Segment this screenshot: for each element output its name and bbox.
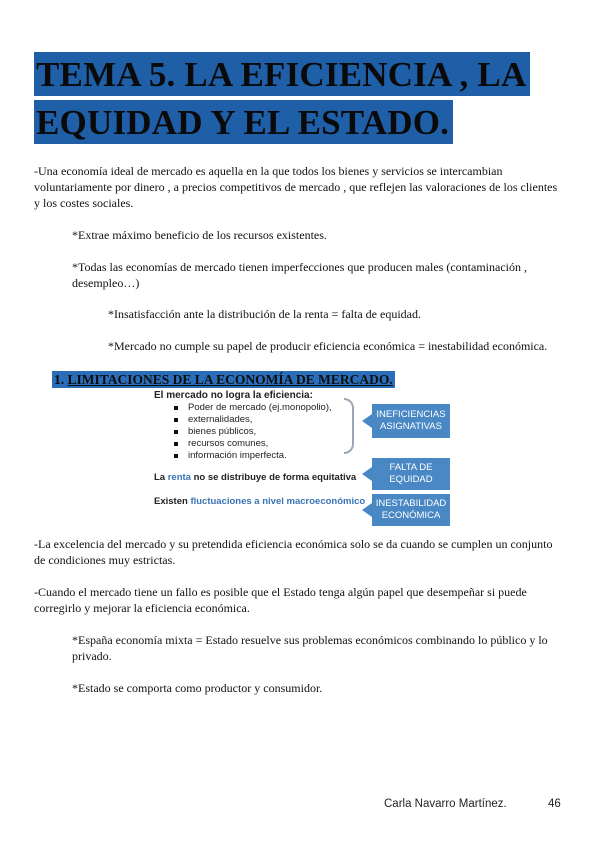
bullet-espana: *España economía mixta = Estado resuelve sus problemas económicos combinando lo público y lo privado. xyxy=(72,633,548,663)
box-line: INESTABILIDAD xyxy=(375,498,447,509)
box-ineficiencias xyxy=(372,404,450,438)
arrow-icon xyxy=(362,414,372,428)
section-title: LIMITACIONES DE LA ECONOMÍA DE MERCADO. xyxy=(67,372,393,387)
box-line: ASIGNATIVAS xyxy=(380,421,442,432)
arrow-icon xyxy=(362,503,372,517)
box-line: ECONÓMICA xyxy=(381,510,441,521)
diagram-list xyxy=(172,402,332,462)
arrow-icon xyxy=(362,467,372,481)
box-line: EQUIDAD xyxy=(389,474,433,485)
diagram-renta-line xyxy=(154,472,356,483)
diagram-item: externalidades, xyxy=(172,414,332,426)
section-heading-1 xyxy=(52,371,395,388)
diagram-fluctuaciones-line xyxy=(154,496,365,507)
page-title xyxy=(34,52,554,148)
bullet-extrae: *Extrae máximo beneficio de los recursos existentes. xyxy=(72,228,327,242)
bullet-imperfecciones: *Todas las economías de mercado tienen imperfecciones que producen males (contaminación , desempleo…) xyxy=(72,260,527,290)
box-falta-equidad xyxy=(372,458,450,490)
section-number: 1. xyxy=(54,372,65,387)
diagram-item: recursos comunes, xyxy=(172,438,332,450)
text-highlight: renta xyxy=(167,472,191,483)
footer-author: Carla Navarro Martínez. xyxy=(384,798,507,810)
text-part: La xyxy=(154,472,168,483)
text-highlight: fluctuaciones a nivel macroeconómico xyxy=(190,496,366,507)
limitations-diagram xyxy=(148,390,456,530)
bullet-insatisfaccion: *Insatisfacción ante la distribución de la renta = falta de equidad. xyxy=(108,307,421,321)
title-line-2: EQUIDAD Y EL ESTADO. xyxy=(34,100,453,144)
text-part: Existen xyxy=(154,496,191,507)
bullet-estado: *Estado se comporta como productor y consumidor. xyxy=(72,681,323,695)
diagram-item: información imperfecta. xyxy=(172,450,332,462)
text-part: no se distribuye de forma equitativa xyxy=(190,472,357,483)
box-inestabilidad xyxy=(372,494,450,526)
diagram-heading: El mercado no logra la eficiencia: xyxy=(154,390,313,401)
intro-paragraph: -Una economía ideal de mercado es aquella en la que todos los bienes y servicios se intercambian voluntariamente por dinero , a precios competitivos de mercado , que reflejen las valoraciones de los clientes y los costes sociales. xyxy=(34,164,558,210)
diagram-item: bienes públicos, xyxy=(172,426,332,438)
brace-connector xyxy=(344,398,354,454)
paragraph-fallo: -Cuando el mercado tiene un fallo es posible que el Estado tenga algún papel que desempeñar si puede corregirlo y mejorar la eficiencia económica. xyxy=(34,585,527,615)
paragraph-excelencia: -La excelencia del mercado y su pretendida eficiencia económica solo se da cuando se cumplen un conjunto de condiciones muy estrictas. xyxy=(34,537,553,567)
box-line: INEFICIENCIAS xyxy=(376,409,446,420)
diagram-item: Poder de mercado (ej.monopolio), xyxy=(172,402,332,414)
box-line: FALTA DE xyxy=(389,462,433,473)
title-line-1: TEMA 5. LA EFICIENCIA , LA xyxy=(34,52,530,96)
page-number: 46 xyxy=(548,798,561,810)
bullet-mercado-no-cumple: *Mercado no cumple su papel de producir eficiencia económica = inestabilidad económica. xyxy=(108,339,548,353)
